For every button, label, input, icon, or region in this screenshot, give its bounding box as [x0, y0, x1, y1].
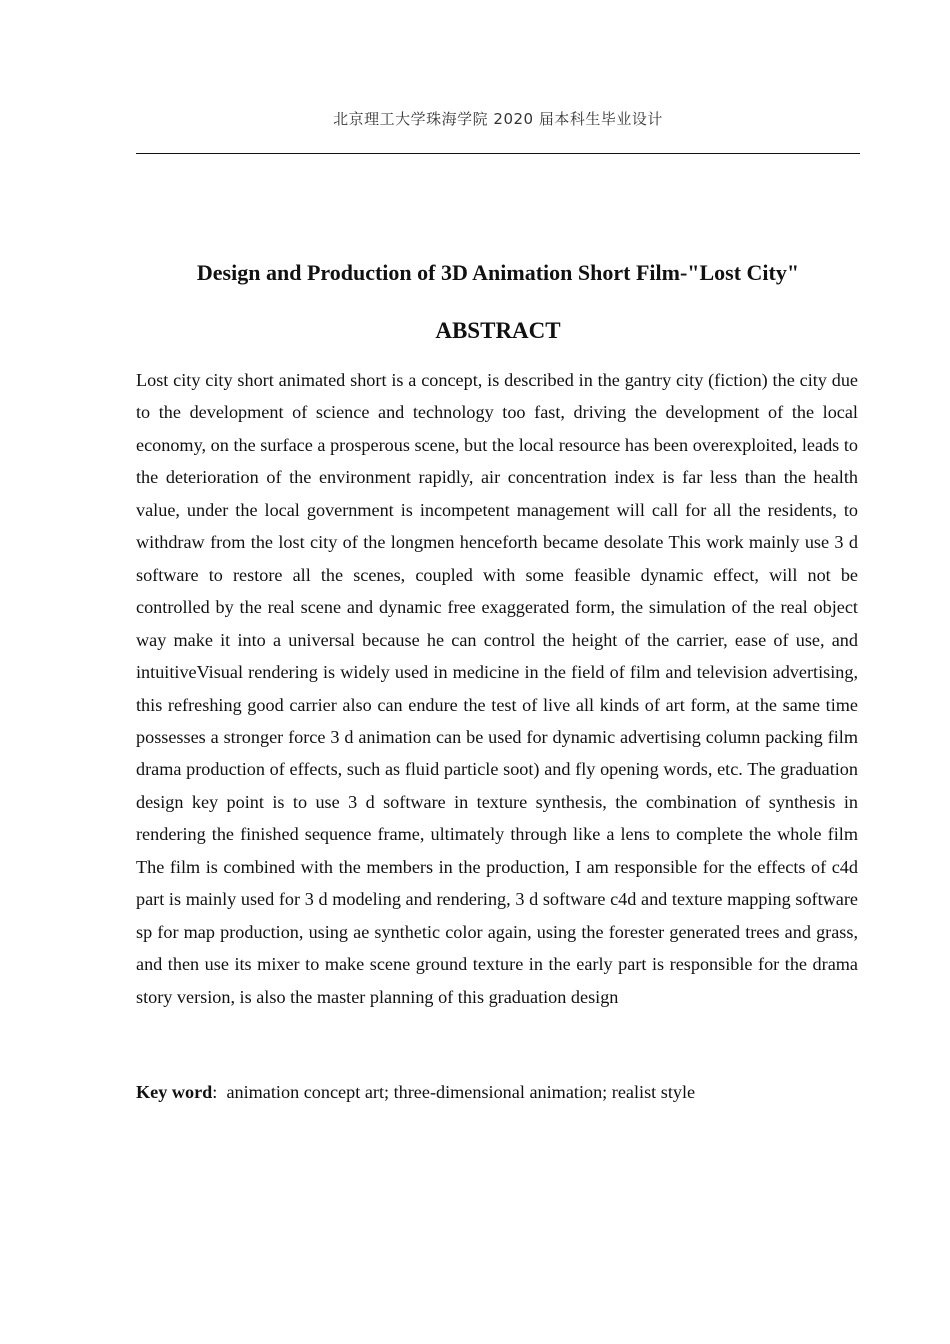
header-divider	[136, 153, 860, 154]
keywords-line	[136, 1076, 860, 1108]
abstract-heading: ABSTRACT	[435, 318, 561, 343]
abstract-body: Lost city city short animated short is a concept, is described in the gantry city (fiction) the city due to the development of science and technology too fast, driving the development of the local economy, on the surface a prosperous scene, but the local resource has been overexploited, leads to the deterioration of the environment rapidly, air concentration index is far less than the health value, under the local government is incompetent management will call for all the residents, to withdraw from the lost city of the longmen henceforth became desolate This work mainly use 3 d software to restore all the scenes, coupled with some feasible dynamic effect, will not be controlled by the real scene and dynamic free exaggerated form, the simulation of the real object way make it into a universal because he can control the height of the carrier, ease of use, and intuitiveVisual rendering is widely used in medicine in the field of film and television advertising, this refreshing good carrier also can endure the test of live all kinds of art form, at the same time possesses a stronger force 3 d animation can be used for dynamic advertising column packing film drama production of effects, such as fluid particle soot) and fly opening words, etc. The graduation design key point is to use 3 d software in texture synthesis, the combination of synthesis in rendering the finished sequence frame, ultimately through like a lens to complete the whole film The film is combined with the members in the production, I am responsible for the effects of c4d part is mainly used for 3 d modeling and rendering, 3 d software c4d and texture mapping software sp for map production, using ae synthetic color again, using the forester generated trees and grass, and then use its mixer to make scene ground texture in the early part is responsible for the drama story version, is also the master planning of this graduation design	[136, 370, 858, 1007]
paper-title: Design and Production of 3D Animation Short Film-"Lost City"	[196, 260, 800, 285]
keywords-separator: :	[212, 1082, 218, 1102]
keywords-text: animation concept art; three-dimensional animation; realist style	[226, 1082, 696, 1102]
running-header: 北京理工大学珠海学院 2020 届本科生毕业设计	[333, 110, 663, 128]
keywords-label: Key word	[136, 1082, 213, 1102]
